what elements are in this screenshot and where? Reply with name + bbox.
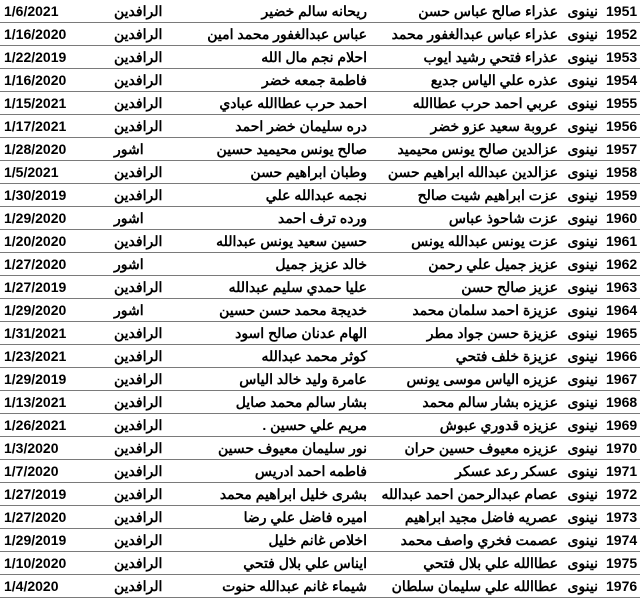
beneficiary-name-cell: فاطمة جمعه خضر xyxy=(174,69,371,92)
date-cell: 1/31/2021 xyxy=(0,322,110,345)
full-name-cell: عزيزة احمد سلمان محمد xyxy=(371,299,562,322)
table-row xyxy=(0,230,640,253)
beneficiary-name-cell: بشرى خليل ابراهيم محمد xyxy=(174,483,371,506)
governorate-cell: نينوى xyxy=(562,92,602,115)
beneficiary-name-cell: اميره فاضل علي رضا xyxy=(174,506,371,529)
beneficiary-name-cell: خديجة محمد حسن حسين xyxy=(174,299,371,322)
bank-cell: اشور xyxy=(110,138,174,161)
table-row xyxy=(0,506,640,529)
date-cell: 1/27/2020 xyxy=(0,253,110,276)
beneficiary-name-cell: عباس عبدالغفور محمد امين xyxy=(174,23,371,46)
date-cell: 1/29/2019 xyxy=(0,529,110,552)
bank-cell: الرافدين xyxy=(110,92,174,115)
table-row xyxy=(0,414,640,437)
bank-cell: الرافدين xyxy=(110,483,174,506)
bank-cell: الرافدين xyxy=(110,184,174,207)
table-row xyxy=(0,92,640,115)
bank-cell: الرافدين xyxy=(110,23,174,46)
bank-cell: الرافدين xyxy=(110,575,174,598)
date-cell: 1/16/2020 xyxy=(0,69,110,92)
bank-cell: اشور xyxy=(110,253,174,276)
row-number-cell: 1956 xyxy=(602,115,640,138)
beneficiary-name-cell: عامرة وليد خالد الياس xyxy=(174,368,371,391)
full-name-cell: عطاالله علي بلال فتحي xyxy=(371,552,562,575)
full-name-cell: عصمت فخري واصف محمد xyxy=(371,529,562,552)
full-name-cell: عزيزة خلف فتحي xyxy=(371,345,562,368)
table-row xyxy=(0,69,640,92)
bank-cell: الرافدين xyxy=(110,345,174,368)
bank-cell: الرافدين xyxy=(110,460,174,483)
beneficiary-name-cell: الهام عدنان صالح اسود xyxy=(174,322,371,345)
governorate-cell: نينوى xyxy=(562,483,602,506)
date-cell: 1/27/2019 xyxy=(0,276,110,299)
row-number-cell: 1964 xyxy=(602,299,640,322)
bank-cell: الرافدين xyxy=(110,0,174,23)
date-cell: 1/7/2020 xyxy=(0,460,110,483)
full-name-cell: عصام عبدالرحمن احمد عبدالله xyxy=(371,483,562,506)
full-name-cell: عزيزه معيوف حسين حران xyxy=(371,437,562,460)
table-row xyxy=(0,161,640,184)
row-number-cell: 1957 xyxy=(602,138,640,161)
beneficiary-name-cell: خالد عزيز جميل xyxy=(174,253,371,276)
bank-cell: الرافدين xyxy=(110,437,174,460)
full-name-cell: عزالدين صالح يونس محيميد xyxy=(371,138,562,161)
row-number-cell: 1958 xyxy=(602,161,640,184)
bank-cell: الرافدين xyxy=(110,46,174,69)
full-name-cell: عزت يونس عبدالله يونس xyxy=(371,230,562,253)
row-number-cell: 1976 xyxy=(602,575,640,598)
beneficiary-name-cell: ايناس علي بلال فتحي xyxy=(174,552,371,575)
beneficiary-name-cell: عليا حمدي سليم عبدالله xyxy=(174,276,371,299)
date-cell: 1/15/2021 xyxy=(0,92,110,115)
governorate-cell: نينوى xyxy=(562,575,602,598)
beneficiary-name-cell: مريم علي حسين . xyxy=(174,414,371,437)
beneficiary-name-cell: ريحانه سالم خضير xyxy=(174,0,371,23)
governorate-cell: نينوى xyxy=(562,161,602,184)
beneficiary-name-cell: احمد حرب عطاالله عبادي xyxy=(174,92,371,115)
beneficiary-name-cell: اخلاص غانم خليل xyxy=(174,529,371,552)
row-number-cell: 1974 xyxy=(602,529,640,552)
bank-cell: الرافدين xyxy=(110,115,174,138)
date-cell: 1/26/2021 xyxy=(0,414,110,437)
beneficiary-name-cell: ورده ترف احمد xyxy=(174,207,371,230)
row-number-cell: 1972 xyxy=(602,483,640,506)
bank-cell: الرافدين xyxy=(110,322,174,345)
date-cell: 1/5/2021 xyxy=(0,161,110,184)
row-number-cell: 1973 xyxy=(602,506,640,529)
governorate-cell: نينوى xyxy=(562,391,602,414)
full-name-cell: عربي احمد حرب عطاالله xyxy=(371,92,562,115)
row-number-cell: 1965 xyxy=(602,322,640,345)
beneficiary-name-cell: نور سليمان معيوف حسين xyxy=(174,437,371,460)
table-row xyxy=(0,184,640,207)
date-cell: 1/23/2021 xyxy=(0,345,110,368)
date-cell: 1/17/2021 xyxy=(0,115,110,138)
full-name-cell: عسكر رعد عسكر xyxy=(371,460,562,483)
table-row xyxy=(0,115,640,138)
row-number-cell: 1963 xyxy=(602,276,640,299)
row-number-cell: 1975 xyxy=(602,552,640,575)
full-name-cell: عذراء فتحي رشيد ايوب xyxy=(371,46,562,69)
beneficiary-name-cell: حسين سعيد يونس عبدالله xyxy=(174,230,371,253)
bank-cell: الرافدين xyxy=(110,69,174,92)
governorate-cell: نينوى xyxy=(562,184,602,207)
table-row xyxy=(0,0,640,23)
row-number-cell: 1961 xyxy=(602,230,640,253)
row-number-cell: 1968 xyxy=(602,391,640,414)
date-cell: 1/27/2019 xyxy=(0,483,110,506)
governorate-cell: نينوى xyxy=(562,322,602,345)
governorate-cell: نينوى xyxy=(562,437,602,460)
date-cell: 1/13/2021 xyxy=(0,391,110,414)
beneficiary-name-cell: وطبان ابراهيم حسن xyxy=(174,161,371,184)
row-number-cell: 1966 xyxy=(602,345,640,368)
full-name-cell: عروبة سعيد عزو خضر xyxy=(371,115,562,138)
governorate-cell: نينوى xyxy=(562,552,602,575)
date-cell: 1/29/2019 xyxy=(0,368,110,391)
beneficiary-name-cell: دره سليمان خضر احمد xyxy=(174,115,371,138)
full-name-cell: عزيزه الياس موسى يونس xyxy=(371,368,562,391)
governorate-cell: نينوى xyxy=(562,529,602,552)
date-cell: 1/20/2020 xyxy=(0,230,110,253)
beneficiary-name-cell: كوثر محمد عبدالله xyxy=(174,345,371,368)
beneficiary-name-cell: صالح يونس محيميد حسين xyxy=(174,138,371,161)
full-name-cell: عذراء عباس عبدالغفور محمد xyxy=(371,23,562,46)
full-name-cell: عزيز صالح حسن xyxy=(371,276,562,299)
governorate-cell: نينوى xyxy=(562,46,602,69)
row-number-cell: 1959 xyxy=(602,184,640,207)
bank-cell: اشور xyxy=(110,207,174,230)
governorate-cell: نينوى xyxy=(562,299,602,322)
beneficiary-name-cell: بشار سالم محمد صايل xyxy=(174,391,371,414)
row-number-cell: 1952 xyxy=(602,23,640,46)
governorate-cell: نينوى xyxy=(562,0,602,23)
governorate-cell: نينوى xyxy=(562,368,602,391)
governorate-cell: نينوى xyxy=(562,138,602,161)
date-cell: 1/16/2020 xyxy=(0,23,110,46)
date-cell: 1/10/2020 xyxy=(0,552,110,575)
bank-cell: الرافدين xyxy=(110,552,174,575)
governorate-cell: نينوى xyxy=(562,230,602,253)
governorate-cell: نينوى xyxy=(562,115,602,138)
full-name-cell: عذراء صالح عباس حسن xyxy=(371,0,562,23)
date-cell: 1/30/2019 xyxy=(0,184,110,207)
governorate-cell: نينوى xyxy=(562,460,602,483)
table-row xyxy=(0,299,640,322)
bank-cell: الرافدين xyxy=(110,368,174,391)
bank-cell: الرافدين xyxy=(110,414,174,437)
row-number-cell: 1955 xyxy=(602,92,640,115)
row-number-cell: 1962 xyxy=(602,253,640,276)
bank-cell: الرافدين xyxy=(110,276,174,299)
date-cell: 1/6/2021 xyxy=(0,0,110,23)
full-name-cell: عزيزه بشار سالم محمد xyxy=(371,391,562,414)
bank-cell: الرافدين xyxy=(110,391,174,414)
governorate-cell: نينوى xyxy=(562,276,602,299)
table-row xyxy=(0,529,640,552)
table-row xyxy=(0,391,640,414)
table-row xyxy=(0,207,640,230)
beneficiary-name-cell: شيماء غانم عبدالله حنوت xyxy=(174,575,371,598)
governorate-cell: نينوى xyxy=(562,207,602,230)
row-number-cell: 1951 xyxy=(602,0,640,23)
table-row xyxy=(0,276,640,299)
governorate-cell: نينوى xyxy=(562,253,602,276)
table-row xyxy=(0,368,640,391)
full-name-cell: عزيز جميل علي رحمن xyxy=(371,253,562,276)
full-name-cell: عصريه فاضل مجيد ابراهيم xyxy=(371,506,562,529)
row-number-cell: 1971 xyxy=(602,460,640,483)
row-number-cell: 1960 xyxy=(602,207,640,230)
full-name-cell: عزالدين عبدالله ابراهيم حسن xyxy=(371,161,562,184)
table-row xyxy=(0,483,640,506)
date-cell: 1/28/2020 xyxy=(0,138,110,161)
table-row xyxy=(0,23,640,46)
bank-cell: اشور xyxy=(110,299,174,322)
table-row xyxy=(0,460,640,483)
beneficiary-name-cell: نجمه عبدالله علي xyxy=(174,184,371,207)
table-row xyxy=(0,46,640,69)
date-cell: 1/4/2020 xyxy=(0,575,110,598)
row-number-cell: 1954 xyxy=(602,69,640,92)
governorate-cell: نينوى xyxy=(562,69,602,92)
governorate-cell: نينوى xyxy=(562,414,602,437)
table-row xyxy=(0,437,640,460)
governorate-cell: نينوى xyxy=(562,23,602,46)
beneficiary-name-cell: فاطمه احمد ادريس xyxy=(174,460,371,483)
row-number-cell: 1967 xyxy=(602,368,640,391)
bank-cell: الرافدين xyxy=(110,506,174,529)
bank-cell: الرافدين xyxy=(110,230,174,253)
date-cell: 1/27/2020 xyxy=(0,506,110,529)
bank-cell: الرافدين xyxy=(110,529,174,552)
governorate-cell: نينوى xyxy=(562,506,602,529)
table-row xyxy=(0,575,640,598)
table-row xyxy=(0,322,640,345)
full-name-cell: عطاالله علي سليمان سلطان xyxy=(371,575,562,598)
date-cell: 1/22/2019 xyxy=(0,46,110,69)
date-cell: 1/3/2020 xyxy=(0,437,110,460)
date-cell: 1/29/2020 xyxy=(0,299,110,322)
date-cell: 1/29/2020 xyxy=(0,207,110,230)
row-number-cell: 1970 xyxy=(602,437,640,460)
full-name-cell: عزيزة حسن جواد مطر xyxy=(371,322,562,345)
full-name-cell: عزت شاحوذ عباس xyxy=(371,207,562,230)
governorate-cell: نينوى xyxy=(562,345,602,368)
full-name-cell: عزت ابراهيم شيت صالح xyxy=(371,184,562,207)
table-row xyxy=(0,345,640,368)
full-name-cell: عذره علي الياس جديع xyxy=(371,69,562,92)
full-name-cell: عزيزه قدوري عبوش xyxy=(371,414,562,437)
row-number-cell: 1969 xyxy=(602,414,640,437)
table-row xyxy=(0,253,640,276)
beneficiary-name-cell: احلام نجم مال الله xyxy=(174,46,371,69)
bank-cell: الرافدين xyxy=(110,161,174,184)
table-row xyxy=(0,552,640,575)
row-number-cell: 1953 xyxy=(602,46,640,69)
table-row xyxy=(0,138,640,161)
